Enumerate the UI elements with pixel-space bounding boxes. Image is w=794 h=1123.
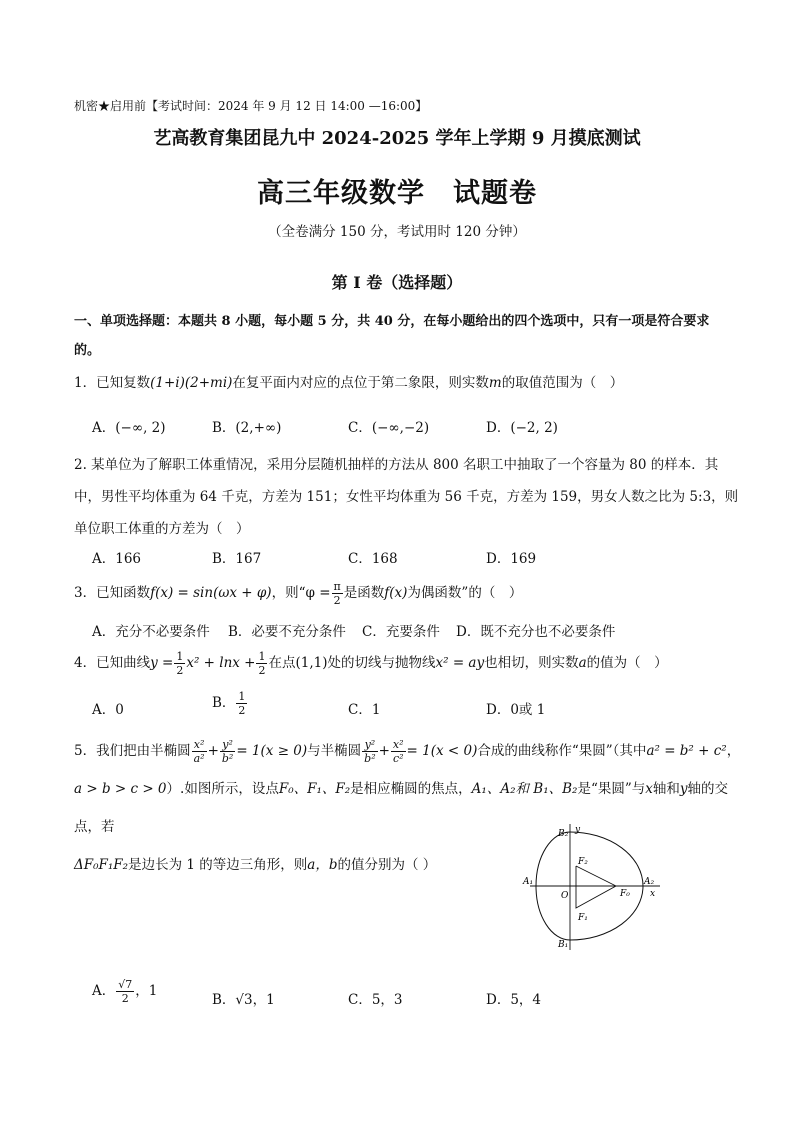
q3-text-a: 3．已知函数 <box>74 585 151 601</box>
q4-mid-expr: x² + lnx + <box>186 655 256 671</box>
label-o: O <box>561 891 569 901</box>
label-x: x <box>650 889 656 899</box>
q3-text-d: 为偶函数”的（ ） <box>407 585 523 601</box>
q3-option-d: D．既不充分也不必要条件 <box>456 624 616 640</box>
confidential-notice: 机密★启用前【考试时间：2024 年 9 月 12 日 14:00 —16:00】 <box>74 99 428 113</box>
q4-option-c: C．1 <box>348 702 381 718</box>
q5-option-d: D．5，4 <box>486 992 542 1008</box>
school-heading: 艺高教育集团昆九中 2024-2025 学年上学期 9 月摸底测试 <box>153 128 641 149</box>
q1-option-a: A．(−∞, 2) <box>92 420 166 436</box>
q4-text-b: 在点(1,1)处的切线与抛物线 <box>268 655 436 671</box>
q1-expr: (1+i)(2+mi) <box>150 375 233 391</box>
q4-option-b-fraction: $\frac{1}{2}$ <box>238 690 246 717</box>
question-2-stem: 2. 某单位为了解职工体重情况，采用分层随机抽样的方法从 800 名职工中抽取了一个容量为 80 的样本．其中，男性平均体重为 64 千克，方差为 151；女性平均体重为 56 千克，方差为 159，男女人数之比为 5:3，则单位职工体重的方差为（ ） <box>74 457 739 537</box>
q1-text-a: 1．已知复数 <box>74 375 151 391</box>
q3-option-b: B．必要不充分条件 <box>228 624 346 640</box>
q4-parabola: x² = ay <box>435 655 485 671</box>
q3-text-b: ，则“φ = <box>271 585 331 601</box>
label-b2: B₂ <box>558 829 569 839</box>
q5-frac-x-a: $\frac{\text{x²}}{\text{a²}}$ <box>193 738 205 765</box>
q5-option-a-fraction: $\frac{√7}{2}$ <box>118 978 133 1005</box>
q3-text-c: 是函数 <box>343 585 385 601</box>
question-4-stem <box>74 648 742 678</box>
volume-heading: 第 I 卷（选择题） <box>331 273 463 292</box>
label-f2: F₂ <box>578 857 588 867</box>
q2-option-d: D．169 <box>486 551 537 567</box>
q3-option-a: A．充分不必要条件 <box>92 624 210 640</box>
q5-frac-x-c: $\frac{\text{x²}}{\text{c²}}$ <box>392 738 404 765</box>
q4-half-fraction-1: $\frac{1}{2}$ <box>176 650 184 677</box>
label-a2: A₂ <box>644 877 655 887</box>
q4-text-a: 4．已知曲线 <box>74 655 151 671</box>
question-1-stem <box>74 368 742 398</box>
q4-option-a: A．0 <box>92 702 124 718</box>
q5-frac-y-b: $\frac{\text{y²}}{\text{b²}}$ <box>221 738 234 765</box>
q1-text-c: 的取值范围为（ ） <box>501 375 624 391</box>
q1-option-b: B．(2,+∞) <box>212 420 282 436</box>
q1-var: m <box>488 375 502 391</box>
label-f1: F₁ <box>578 913 588 923</box>
label-y: y <box>575 825 581 835</box>
q2-option-a: A．166 <box>92 551 142 567</box>
question-3-stem <box>74 578 742 608</box>
question-5-stem: 5．我们把由半椭圆 $\frac{\text{x²}}{\text{a²}}$ + $\frac{\text{y²}}{\text{b²}}$ = 1(x ≥ 0)与半椭圆 $\frac{\text{y²}}{\text{b²}}$ + $\frac{\text{x²}}{\text{c²}}$ = 1(x < 0)合成的曲线称作“果圆”（其中a² = b² + c²， a > b > c > 0）.如图所示，设点F₀、F₁、F₂是相应椭圆的焦点，A₁、A₂和 B₁、B₂是“果圆”与x轴和y轴的交点，若 ΔF₀F₁F₂是边长为 1 的等边三角形，则a，b的值分别为（ ） <box>74 738 741 873</box>
fruit-ellipse-figure <box>520 820 670 955</box>
section-instructions: 一、单项选择题：本题共 8 小题，每小题 5 分，共 40 分，在每小题给出的四个选项中，只有一项是符合要求的。 <box>74 314 710 358</box>
q2-option-b: B．167 <box>212 551 262 567</box>
q4-text-d: 的值为（ ） <box>586 655 668 671</box>
q5-frac-y-b-2: $\frac{\text{y²}}{\text{b²}}$ <box>364 738 376 765</box>
q4-y-eq: y = <box>150 655 174 671</box>
q4-option-d: D．0或 1 <box>486 702 546 718</box>
q4-option-b: B． $\frac{1}{2}$ <box>212 690 246 717</box>
title-part1: 高三年级数学 <box>257 178 425 209</box>
q5-option-b: B．√3，1 <box>212 992 275 1008</box>
title-part2: 试题卷 <box>453 178 537 209</box>
triangle-f0f1f2 <box>576 866 616 908</box>
q3-option-c: C．充要条件 <box>362 624 440 640</box>
q5-option-c: C．5，3 <box>348 992 403 1008</box>
q4-text-c: 也相切，则实数 <box>484 655 579 671</box>
exam-title <box>0 171 794 210</box>
label-f0: F₀ <box>620 889 630 899</box>
q3-function: f(x) = sin(ωx + φ) <box>150 585 272 601</box>
label-b1: B₁ <box>558 940 569 950</box>
q3-pi-fraction: $\frac{\pi}{2}$ <box>333 580 341 607</box>
label-a1: A₁ <box>523 877 534 887</box>
q4-half-fraction-2: $\frac{1}{2}$ <box>258 650 266 677</box>
q1-option-d: D．(−2, 2) <box>486 420 558 436</box>
q1-text-b: 在复平面内对应的点位于第二象限，则实数 <box>232 375 489 391</box>
q5-option-a: A． $\frac{√7}{2}$ ，1 <box>92 978 158 1005</box>
exam-subtitle: （全卷满分 150 分，考试用时 120 分钟） <box>268 224 526 240</box>
q1-option-c: C．(−∞,−2) <box>348 420 430 436</box>
q4-var: a <box>578 655 587 671</box>
q2-option-c: C．168 <box>348 551 398 567</box>
q3-function-2: f(x) <box>384 585 408 601</box>
